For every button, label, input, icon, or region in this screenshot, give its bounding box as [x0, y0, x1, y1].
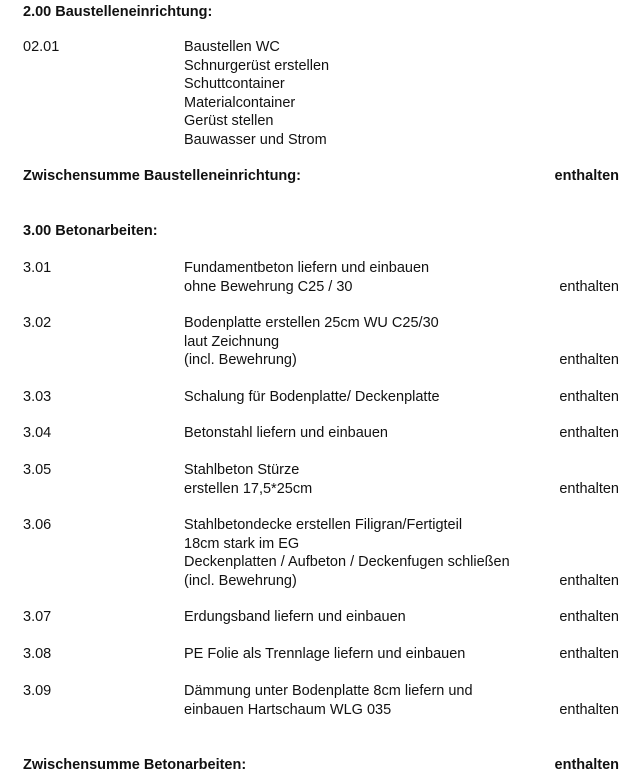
description-line: 18cm stark im EG	[184, 535, 300, 552]
description-line: Erdungsband liefern und einbauen	[184, 609, 406, 625]
description-line: ohne Bewehrung C25 / 30	[184, 278, 353, 295]
subtotal-row	[23, 167, 619, 186]
line-item	[23, 682, 619, 719]
description-line: Deckenplatten / Aufbeton / Deckenfugen schließen	[184, 554, 510, 571]
item-value: enthalten	[559, 278, 619, 295]
line-item	[23, 645, 619, 664]
item-number: 3.08	[23, 646, 52, 662]
description-line: Stahlbetondecke erstellen Filigran/Fertigteil	[184, 517, 463, 533]
description-line: Gerüst stellen	[184, 113, 274, 130]
item-number: 3.05	[23, 462, 52, 478]
subtotal-label: Zwischensumme Betonarbeiten:	[23, 757, 247, 773]
item-description	[184, 388, 619, 407]
description-line: einbauen Hartschaum WLG 035	[184, 701, 392, 718]
line-item	[23, 608, 619, 627]
item-description	[184, 314, 619, 370]
item-number: 3.07	[23, 609, 52, 625]
description-line: Schuttcontainer	[184, 76, 285, 93]
line-item	[23, 38, 619, 150]
item-value: enthalten	[559, 572, 619, 589]
item-number: 3.04	[23, 425, 52, 441]
description-line: laut Zeichnung	[184, 333, 280, 350]
item-description	[184, 259, 619, 296]
description-line: (incl. Bewehrung)	[184, 352, 297, 369]
description-line: PE Folie als Trennlage liefern und einbauen	[184, 646, 466, 662]
description-line: Schnurgerüst erstellen	[184, 57, 330, 74]
subtotal-row	[23, 756, 619, 775]
description-line: Dämmung unter Bodenplatte 8cm liefern und	[184, 683, 473, 699]
item-description	[184, 645, 619, 664]
item-number: 3.06	[23, 517, 52, 533]
section-heading: 2.00 Baustelleneinrichtung:	[23, 4, 213, 20]
line-item	[23, 516, 619, 590]
description-line: Schalung für Bodenplatte/ Deckenplatte	[184, 389, 440, 405]
item-description	[184, 608, 619, 627]
description-line: Betonstahl liefern und einbauen	[184, 425, 388, 441]
item-value: enthalten	[559, 352, 619, 369]
subtotal-label: Zwischensumme Baustelleneinrichtung:	[23, 168, 301, 184]
description-line: (incl. Bewehrung)	[184, 572, 297, 589]
description-line: Bauwasser und Strom	[184, 131, 327, 148]
item-description	[184, 38, 619, 150]
item-value: enthalten	[559, 701, 619, 718]
item-value: enthalten	[559, 609, 619, 625]
item-description	[184, 461, 619, 498]
item-number: 3.03	[23, 389, 52, 405]
line-item	[23, 314, 619, 370]
description-line: Bodenplatte erstellen 25cm WU C25/30	[184, 315, 439, 331]
line-item	[23, 388, 619, 407]
description-line: Materialcontainer	[184, 94, 296, 111]
line-item	[23, 424, 619, 443]
subtotal-value: enthalten	[554, 168, 619, 184]
item-value: enthalten	[559, 480, 619, 497]
description-line: Fundamentbeton liefern und einbauen	[184, 260, 430, 276]
item-number: 3.02	[23, 315, 52, 331]
item-number: 3.09	[23, 683, 52, 699]
item-value: enthalten	[559, 389, 619, 405]
description-line: Stahlbeton Stürze	[184, 462, 300, 478]
item-number: 02.01	[23, 39, 60, 55]
item-description	[184, 516, 619, 590]
description-line: Baustellen WC	[184, 39, 280, 55]
item-value: enthalten	[559, 646, 619, 662]
item-description	[184, 682, 619, 719]
section-heading: 3.00 Betonarbeiten:	[23, 223, 158, 239]
line-item	[23, 461, 619, 498]
item-value: enthalten	[559, 425, 619, 441]
item-number: 3.01	[23, 260, 52, 276]
description-line: erstellen 17,5*25cm	[184, 480, 313, 497]
line-item	[23, 259, 619, 296]
subtotal-value: enthalten	[554, 757, 619, 773]
item-description	[184, 424, 619, 443]
